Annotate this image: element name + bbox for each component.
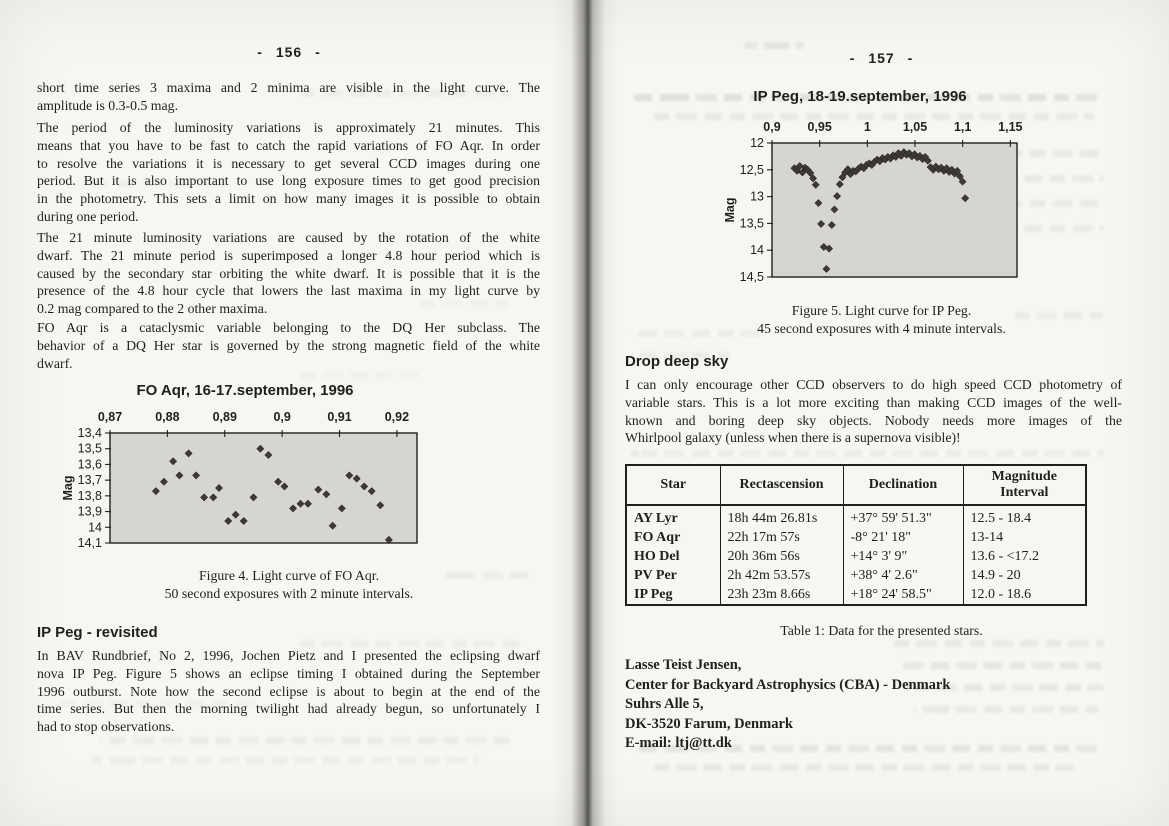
svg-text:1,15: 1,15: [998, 120, 1023, 134]
table-header-cell: Rectascension: [720, 465, 843, 505]
bleed-through-line: [744, 42, 804, 49]
table-cell: 13-14: [963, 528, 1086, 547]
figure4-title: FO Aqr, 16-17.september, 1996: [136, 382, 354, 399]
svg-text:1,1: 1,1: [953, 120, 972, 134]
text-line: Whirlpool galaxy (unless when there is a supernova visible)!: [625, 430, 961, 446]
table-cell: 12.0 - 18.6: [963, 585, 1086, 605]
text-line: caused by the secondary star orbiting the white dwarf. It is possible that it is the: [37, 265, 540, 281]
plot-area: [772, 143, 1017, 277]
table-cell: +38° 4' 2.6": [843, 566, 963, 585]
svg-text:13: 13: [750, 189, 764, 204]
table-cell: 13.6 - <17.2: [963, 547, 1086, 566]
svg-text:0,95: 0,95: [807, 120, 832, 134]
table-cell: 2h 42m 53.57s: [720, 566, 843, 585]
figure5-light-curve-chart: [694, 112, 1054, 292]
svg-text:0,91: 0,91: [327, 410, 352, 424]
text-line: FO Aqr is a cataclysmic variable belonging to the DQ Her subclass. The: [37, 320, 540, 335]
text-line: Lasse Teist Jensen,: [625, 657, 742, 673]
bleed-through-line: [894, 640, 1104, 647]
svg-text:0,88: 0,88: [155, 410, 180, 424]
figure5-caption-line1: Figure 5. Light curve for IP Peg.: [791, 303, 972, 318]
table-cell: 18h 44m 26.81s: [720, 505, 843, 528]
star-data-table: [625, 464, 1087, 606]
bleed-through-line: [300, 372, 420, 379]
svg-text:0,92: 0,92: [384, 410, 410, 424]
figure4-light-curve-chart: [60, 398, 430, 556]
svg-text:13,8: 13,8: [77, 488, 102, 503]
text-line: behavior of a DQ Her star is governed by the strong magnetic field of the white: [37, 337, 540, 353]
page-156: [0, 0, 578, 826]
text-line: means that you have to be fast to catch the rapid variations of FO Aqr. In order: [37, 137, 540, 153]
table-cell: AY Lyr: [626, 505, 720, 528]
svg-text:13,9: 13,9: [77, 504, 102, 519]
svg-text:0,89: 0,89: [212, 410, 237, 424]
page-number-left: - 156 -: [257, 44, 321, 60]
text-line: known and boring deep sky objects. Nobody needs more images of the: [625, 412, 1122, 428]
table-cell: +18° 24' 58.5": [843, 585, 963, 605]
text-line: Center for Backyard Astrophysics (CBA) - Denmark: [625, 676, 951, 693]
paragraph-rotation: [37, 229, 540, 318]
text-line: variable stars. This is a lot more exciting than making CCD images of the well-: [625, 394, 1122, 410]
y-axis-label: Mag: [61, 475, 75, 501]
section-heading-ip-peg-revisited: IP Peg - revisited: [37, 624, 158, 641]
text-line: during one period.: [37, 208, 139, 224]
svg-text:1: 1: [863, 120, 871, 134]
bleed-through-line: [654, 764, 1074, 771]
text-line: in the photometry. This sets a limit on how many images it is possible to obtain: [37, 191, 540, 207]
bleed-through-line: [300, 640, 520, 647]
figure4-caption-line1: Figure 4. Light curve of FO Aqr.: [198, 568, 380, 583]
bleed-through-line: [90, 757, 480, 764]
text-line: dwarf.: [37, 355, 73, 371]
table-row: [626, 585, 1086, 605]
table-cell: 12.5 - 18.4: [963, 505, 1086, 528]
bleed-through-line: [100, 737, 510, 744]
paragraph-ip-peg-revisited: [37, 647, 540, 736]
table-cell: PV Per: [626, 566, 720, 585]
figure5-caption: [594, 302, 1169, 338]
text-line: 1996 outburst. Note how the second eclipse is about to begin at the end of the: [37, 683, 540, 699]
table-cell: +37° 59' 51.3": [843, 505, 963, 528]
svg-text:13,5: 13,5: [77, 441, 102, 456]
paragraph-cataclysmic: [37, 319, 540, 372]
svg-text:14,1: 14,1: [77, 536, 102, 550]
y-axis-label: Mag: [723, 197, 737, 223]
svg-text:12,5: 12,5: [739, 162, 764, 177]
text-line: I can only encourage other CCD observers to do high speed CCD photometry of: [625, 377, 1122, 392]
table-row: [626, 528, 1086, 547]
figure5-caption-line2: 45 second exposures with 4 minute intervals.: [757, 321, 1006, 336]
page-number-right: - 157 -: [849, 50, 914, 66]
table-cell: +14° 3' 9": [843, 547, 963, 566]
table-cell: FO Aqr: [626, 528, 720, 547]
svg-text:0,9: 0,9: [273, 410, 291, 424]
table-row: [626, 566, 1086, 585]
figure4-caption: [0, 567, 578, 603]
text-line: to resolve the variations it is necessary to get several CCD images during one: [37, 155, 540, 171]
svg-text:13,7: 13,7: [77, 473, 102, 488]
table-header-cell: Magnitude Interval: [963, 465, 1086, 505]
table-cell: HO Del: [626, 547, 720, 566]
y-axis: [740, 136, 773, 284]
text-line: DK-3520 Farum, Denmark: [625, 715, 793, 732]
table-cell: 14.9 - 20: [963, 566, 1086, 585]
paragraph-period: [37, 119, 540, 226]
text-line: amplitude is 0.3-0.5 mag.: [37, 97, 179, 113]
table-cell: 20h 36m 56s: [720, 547, 843, 566]
text-line: period. But it is also important to use long exposure times to get good precision: [37, 173, 540, 189]
table-cell: -8° 21' 18": [843, 528, 963, 547]
y-axis: [78, 426, 111, 550]
text-line: 0.2 mag compared to the 2 other maxima.: [37, 301, 268, 317]
text-line: had to stop observations.: [37, 719, 175, 735]
figure5-title: IP Peg, 18-19.september, 1996: [753, 88, 967, 105]
paragraph-drop-deep-sky: [625, 376, 1122, 447]
svg-text:13,5: 13,5: [739, 216, 764, 231]
table-row: [626, 505, 1086, 528]
table-row: [626, 547, 1086, 566]
bleed-through-line: [630, 450, 1104, 457]
text-line: time series. But then the morning twilight had already begun, so unfortunately I: [37, 701, 540, 717]
table-cell: 22h 17m 57s: [720, 528, 843, 547]
star-data-table-wrap: [625, 464, 1087, 606]
page-157: [594, 0, 1169, 826]
svg-text:0,9: 0,9: [763, 120, 781, 134]
svg-text:12: 12: [750, 136, 764, 150]
svg-text:14: 14: [750, 243, 764, 258]
text-line: nova IP Peg. Figure 5 shows an eclipse timing I obtained during the September: [37, 665, 540, 681]
svg-text:0,87: 0,87: [97, 410, 123, 424]
table-header-cell: Declination: [843, 465, 963, 505]
svg-text:14: 14: [88, 520, 102, 535]
author-signature-block: [625, 656, 950, 754]
table1-caption: Table 1: Data for the presented stars.: [780, 623, 983, 638]
section-heading-drop-deep-sky: Drop deep sky: [625, 353, 729, 370]
svg-text:13,4: 13,4: [77, 426, 102, 440]
text-line: short time series 3 maxima and 2 minima are visible in the light curve. The: [37, 80, 540, 95]
table-header-cell: Star: [626, 465, 720, 505]
table-cell: IP Peg: [626, 585, 720, 605]
text-line: Suhrs Alle 5,: [625, 696, 704, 712]
text-line: In BAV Rundbrief, No 2, 1996, Jochen Pietz and I presented the eclipsing dwarf: [37, 648, 540, 663]
svg-text:14,5: 14,5: [739, 270, 764, 284]
text-line: The period of the luminosity variations is approximately 21 minutes. This: [37, 120, 540, 135]
table-cell: 23h 23m 8.66s: [720, 585, 843, 605]
text-line: The 21 minute luminosity variations are caused by the rotation of the white: [37, 230, 540, 245]
text-line: dwarf. The 21 minute period is superimposed a longer 4.8 hour period which is: [37, 247, 540, 263]
figure4-caption-line2: 50 second exposures with 2 minute intervals.: [164, 586, 414, 601]
text-line: E-mail: ltj@tt.dk: [625, 735, 732, 751]
paragraph-amplitude: [37, 79, 540, 115]
text-line: presence of the 4.8 hour cycle that lowers the last maxima in my light curve by: [37, 283, 540, 299]
svg-text:1,05: 1,05: [902, 120, 928, 134]
svg-text:13,6: 13,6: [77, 457, 102, 472]
